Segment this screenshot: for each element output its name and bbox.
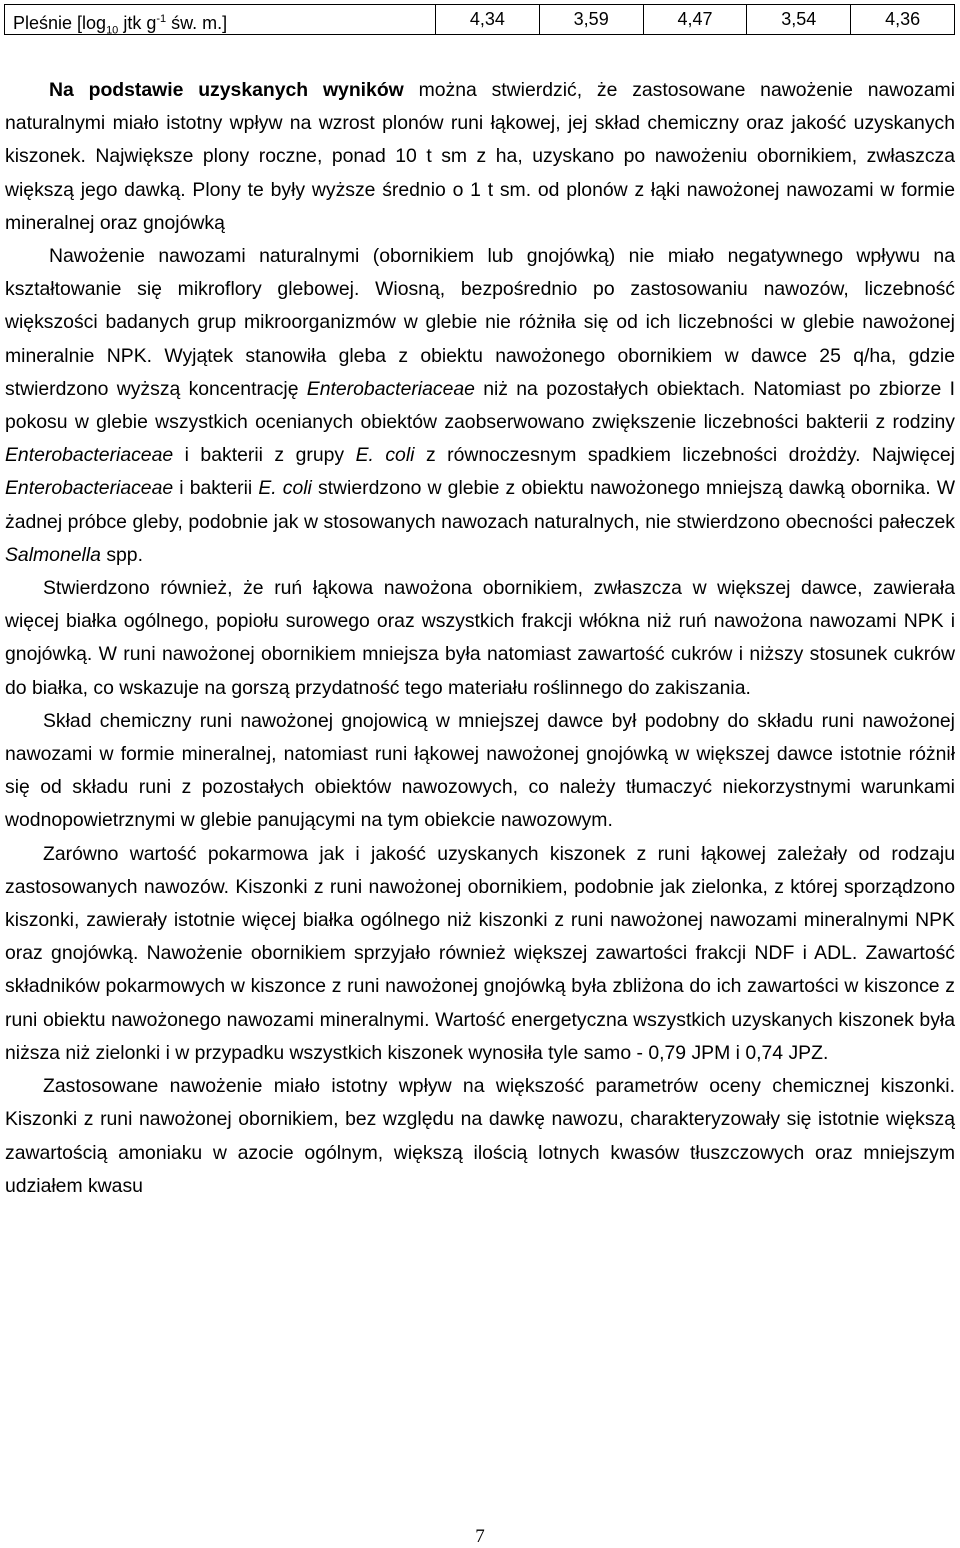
italic-term: Enterobacteriaceae [5,444,174,467]
text-span: i bakterii [173,477,259,500]
text-span: Nawożenie nawozami naturalnymi (obornikiem lub gnojówką) nie miało negatywnego wpływu na kształtowanie się mikroflory glebowej. Wiosną, bezpośrednio po zastosowaniu nawozów, liczebność większości badanych grup mikroorganizmów w glebie nie różniła się od ich liczebności w glebie nawożonej mineralnie NPK. Wyjątek stanowiła gleba z obiektu nawożonego obornikiem w dawce 25 q/ha, gdzie stwierdzono wyższą koncentrację [5,245,955,400]
paragraph-summary [5,74,955,240]
paragraph-text: można stwierdzić, że zastosowane nawożenie nawozami naturalnymi miało istotny wpływ na wzrost plonów runi łąkowej, jej skład chemiczny oraz jakość uzyskanych kiszonek. Największe plony roczne, ponad 10 t sm z ha, uzyskano po nawożeniu obornikiem, zwłaszcza większą jego dawką. Plony te były wyższe średnio o 1 t sm. od plonów z łąki nawożonej nawozami w formie mineralnej oraz gnojówką [5,79,955,234]
table-cell: 4,47 [644,5,748,34]
text-span: i bakterii z grupy [173,444,356,467]
paragraph-slurry: Skład chemiczny runi nawożonej gnojowicą w mniejszej dawce był podobny do składu runi nawożonej nawozami w formie mineralnej, natomiast runi łąkowej nawożonej gnojówką w większej dawce istotnie różnił się od składu runi z pozostałych obiektów nawozowych, co należy tłumaczyć niekorzystnymi warunkami wodnopowietrznymi w glebie panującymi na tym obiekcie nawozowym. [5,709,955,832]
table-cell: 4,36 [885,9,921,29]
row-label-superscript: -1 [156,13,167,25]
row-label-subscript: 10 [106,24,119,37]
table-cell: 4,34 [436,5,540,34]
row-label-end: św. m.] [166,13,228,33]
row-label-unit: jtk g [118,13,157,33]
page-number: 7 [475,1526,485,1547]
paragraph-microflora [5,240,955,572]
body-text [5,74,955,1203]
paragraph-composition: Stwierdzono również, że ruń łąkowa nawożona obornikiem, zwłaszcza w większej dawce, zawierała więcej białka ogólnego, popiołu surowego oraz wszystkich frakcji włókna niż ruń nawożona nawozami NPK i gnojówką. W runi nawożonej obornikiem mniejsza była natomiast zawartość cukrów i niższy stosunek cukrów do białka, co wskazuje na gorszą przydatność tego materiału roślinnego do zakiszania. [5,577,955,699]
text-span: niż na pozostałych obiektach. Natomiast po zbiorze I pokosu w glebie wszystkich ocenianych obiektów zaobserwowano zwiększenie liczebności bakterii z rodziny [5,377,955,434]
text-span: stwierdzono w glebie z obiektu nawożonego mniejszą dawką obornika. W żadnej próbce gleby, podobnie jak w stosowanych nawozach naturalnych, nie stwierdzono obecności pałeczek [5,477,955,533]
italic-term: Enterobacteriaceae [5,477,174,500]
paragraph-lead-bold: Na podstawie uzyskanych wyników [49,79,404,101]
italic-term: Enterobacteriaceae [306,377,475,400]
table-cell: 3,54 [747,5,851,34]
italic-term: Salmonella [5,543,101,566]
table-cell: 3,59 [540,5,644,34]
row-label [5,5,436,37]
text-span: spp. [100,543,143,566]
italic-term: E. coli [355,444,415,467]
row-label-text: Pleśnie [log [13,13,107,33]
table-row [4,4,955,35]
italic-term: E. coli [258,477,312,500]
paragraph-silage-chemistry: Zastosowane nawożenie miało istotny wpływ na większość parametrów oceny chemicznej kiszonki. Kiszonki z runi nawożonej obornikiem, bez względu na dawkę nawozu, charakteryzowały się istotnie większą zawartością amoniaku w azocie ogólnym, większą ilością lotnych kwasów tłuszczowych oraz mniejszym udziałem kwasu [5,1075,955,1197]
paragraph-silage: Zarówno wartość pokarmowa jak i jakość uzyskanych kiszonek z runi łąkowej zależały od rodzaju zastosowanych nawozów. Kiszonki z runi nawożonej obornikiem, podobnie jak zielonka, z której sporządzono kiszonki, zawierały istotnie więcej białka ogólnego niż kiszonki z runi nawożonej nawozami mineralnymi NPK oraz gnojówką. Nawożenie obornikiem sprzyjało również większej zawartości frakcji NDF i ADL. Zawartość składników pokarmowych w kiszonce z runi nawożonej gnojówką była zbliżona do ich zawartości w kiszonce z runi obiektu nawożonego nawozami mineralnymi. Wartość energetyczna wszystkich uzyskanych kiszonek była niższa niż zielonki i w przypadku wszystkich kiszonek wynosiła tyle samo - 0,79 JPM i 0,74 JPZ. [5,842,955,1064]
text-span: z równoczesnym spadkiem liczebności drożdży. Najwięcej [414,444,955,467]
